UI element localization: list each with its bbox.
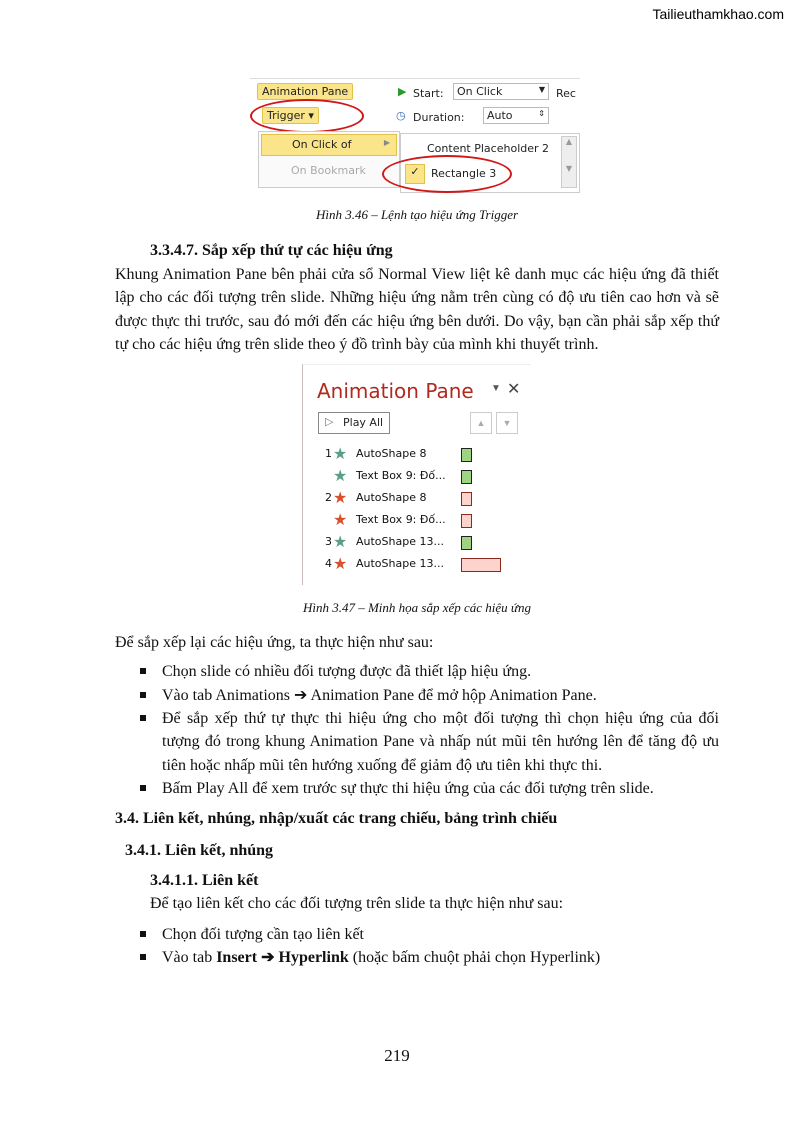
animation-list-item[interactable] [323,554,523,577]
list-item: Chọn đối tượng cần tạo liên kết [140,923,719,946]
start-label: Start: [413,87,444,100]
play-icon: ▷ [325,415,334,429]
submenu-scrollbar[interactable]: ▲ ▼ [561,136,577,188]
star-icon: ★ [333,444,348,464]
duration-input[interactable]: Auto ⇕ [483,107,549,124]
section-heading: 3.4.1. Liên kết, nhúng [125,842,274,860]
timing-bar [461,558,501,572]
check-icon: ✓ [405,164,425,184]
page-content [115,0,719,969]
star-icon: ★ [333,532,348,552]
item-label: Text Box 9: Đố... [356,469,446,483]
animation-list-item[interactable] [323,444,523,467]
figure-caption: Hình 3.47 – Minh họa sắp xếp các hiệu ứng [302,600,532,616]
animation-pane-figure [302,364,531,585]
menu-item-on-click-of[interactable]: On Click of ▶ [261,134,397,156]
list-item: Để sắp xếp thứ tự thực thi hiệu ứng cho một đối tượng thì chọn hiệu ứng của đối tượng đó trong khung Animation Pane và nhấp nút mũi tên hướng lên để tăng độ ưu tiên hoặc nhấp mũi tên hướng xuống để giảm độ ưu tiên khi thực thi. [140,707,719,777]
timing-bar [461,470,472,484]
animation-pane-button[interactable]: Animation Pane [257,83,353,100]
highlight-oval [382,155,512,193]
animation-list-item[interactable] [323,466,523,489]
timing-bar [461,492,472,506]
play-all-button[interactable]: ▷ Play All [318,412,390,434]
duration-label: Duration: [413,111,465,124]
order-number: 1 [325,447,332,461]
timing-bar [461,448,472,462]
order-number: 4 [325,557,332,571]
animation-list-item[interactable] [323,532,523,555]
highlight-oval [250,99,364,133]
play-icon: ▶ [398,85,407,98]
submenu-item-rectangle-3[interactable]: Rectangle 3 [431,167,497,180]
rec-label: Rec [556,87,576,100]
trigger-menu [258,131,400,188]
page-number: 219 [384,1046,410,1065]
item-label: AutoShape 13... [356,557,444,571]
list-item: Chọn slide có nhiều đối tượng được đã thiết lập hiệu ứng. [140,660,719,683]
submenu-item-content-placeholder[interactable]: Content Placeholder 2 [427,142,550,155]
duration-value: Auto [487,109,513,122]
item-label: AutoShape 8 [356,447,427,461]
clock-icon: ◷ [396,109,406,122]
move-up-button[interactable]: ▲ [470,412,492,434]
animation-list-item[interactable] [323,510,523,533]
link-steps-list [115,923,719,970]
item-label: AutoShape 8 [356,491,427,505]
close-icon[interactable]: ✕ [507,379,521,399]
start-select[interactable]: On Click ▼ [453,83,549,100]
steps-intro: Để sắp xếp lại các hiệu ứng, ta thực hiện như sau: [115,634,434,652]
list-item: Vào tab Animations ➔ Animation Pane để mở hộp Animation Pane. [140,684,719,707]
list-item: Bấm Play All để xem trước sự thực thi hiệu ứng của các đối tượng trên slide. [140,777,719,800]
move-down-button[interactable]: ▼ [496,412,518,434]
section-heading: 3.4.1.1. Liên kết [150,872,259,890]
star-icon: ★ [333,510,348,530]
item-label: AutoShape 13... [356,535,444,549]
figure-caption: Hình 3.46 – Lệnh tạo hiệu ứng Trigger [315,207,519,222]
star-icon: ★ [333,488,348,508]
paragraph: Khung Animation Pane bên phải cửa sổ Normal View liệt kê danh mục các hiệu ứng đã thiết lập cho các đối tượng trên slide. Những hiệu ứng nằm trên cùng có độ ưu tiên cao hơn và sẽ được thực thi trước, sau đó mới đến các hiệu ứng bên dưới. Do vậy, bạn cần phải sắp xếp thứ tự cho các hiệu ứng trên slide theo ý đồ trình bày của mình khi thuyết trình. [115,266,719,353]
start-value: On Click [457,85,503,98]
timing-bar [461,536,472,550]
trigger-figure [250,78,580,195]
star-icon: ★ [333,554,348,574]
section-heading: 3.3.4.7. Sắp xếp thứ tự các hiệu ứng [150,242,393,259]
dropdown-icon[interactable]: ▼ [491,383,501,395]
list-item: Vào tab Insert ➔ Hyperlink (hoặc bấm chuột phải chọn Hyperlink) [140,946,719,969]
menu-item-on-bookmark: On Bookmark [291,164,366,177]
watermark: Tailieuthamkhao.com [652,6,784,22]
steps-list [115,660,719,800]
animation-list-item[interactable] [323,488,523,511]
section-heading: 3.4. Liên kết, nhúng, nhập/xuất các trang chiếu, bảng trình chiếu [115,810,558,828]
paragraph: Để tạo liên kết cho các đối tượng trên slide ta thực hiện như sau: [150,895,564,913]
item-label: Text Box 9: Đố... [356,513,446,527]
order-number: 3 [325,535,332,549]
order-number: 2 [325,491,332,505]
trigger-button[interactable]: Trigger ▾ [262,107,319,124]
timing-bar [461,514,472,528]
pane-title: Animation Pane [317,379,474,404]
star-icon: ★ [333,466,348,486]
